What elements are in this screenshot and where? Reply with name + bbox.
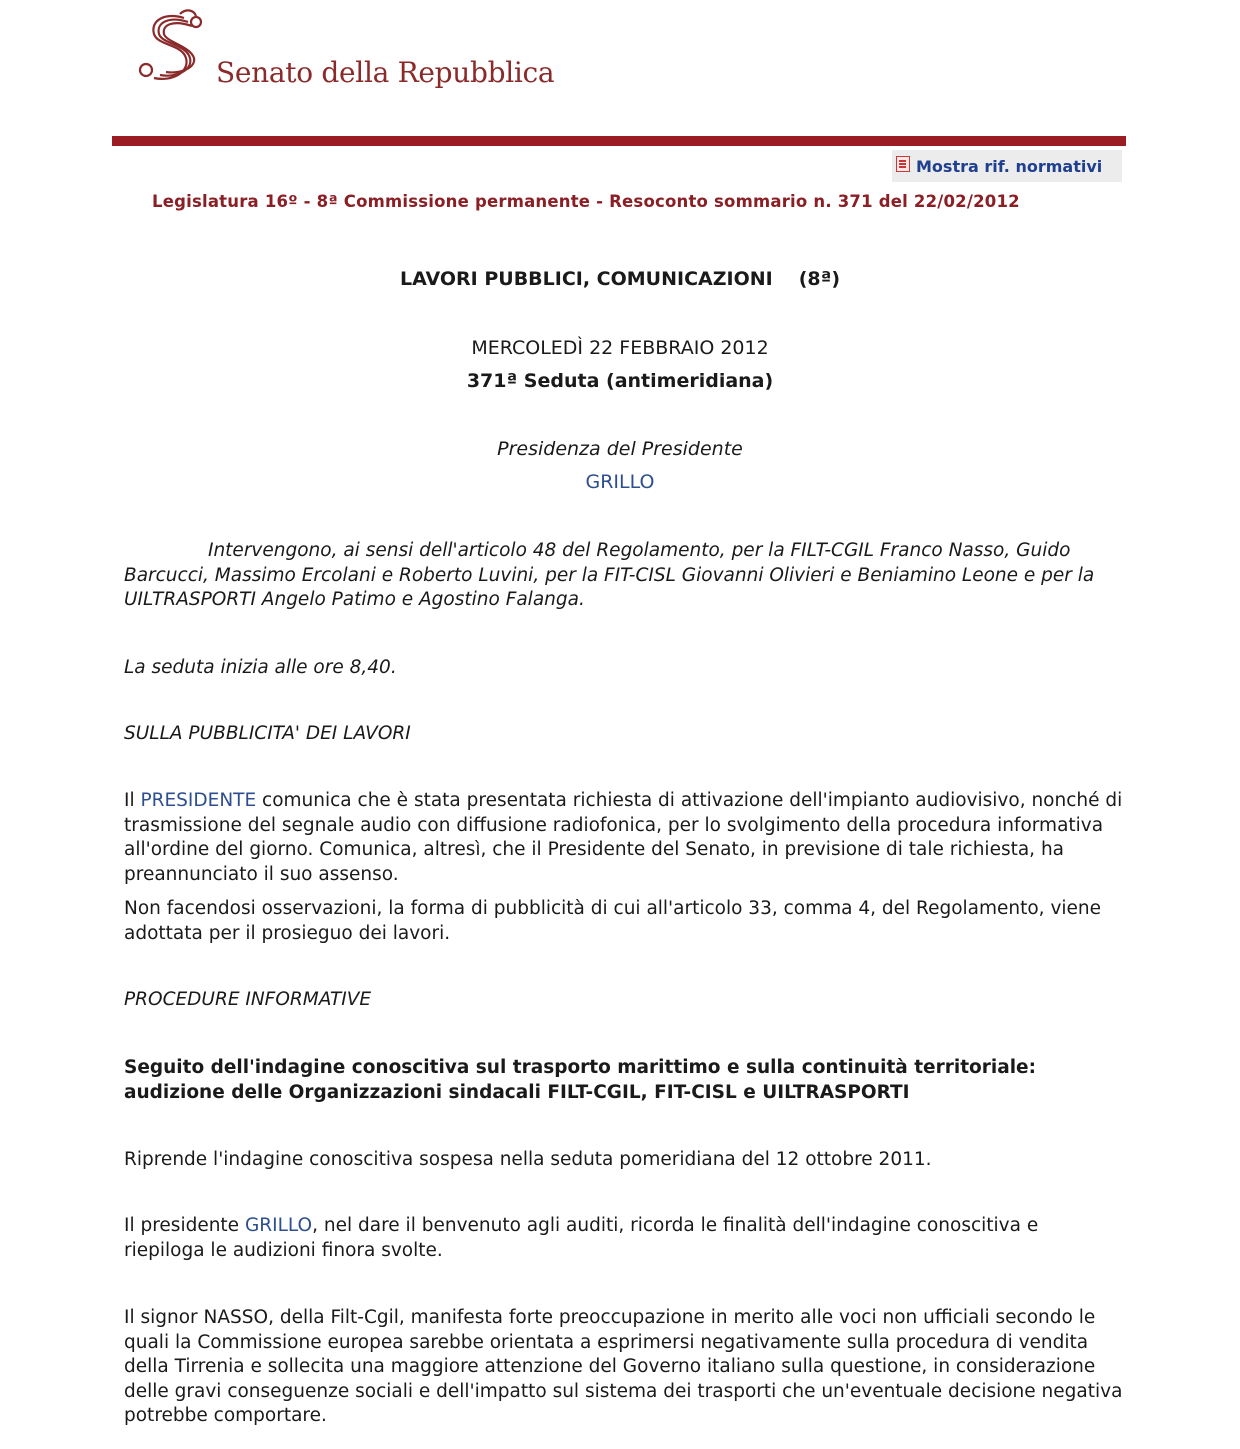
text-fragment: comunica che è stata presentata richiesta di attivazione dell'impianto audiovisivo, nonché di trasmissione del segnale audio con diffusione radiofonica, per lo svolgimento della procedura informativa all'ordine del giorno. Comunica, altresì, che il Presidente del Senato, in previsione di tale richiesta, ha preannunciato il suo assenso. [124, 790, 1123, 885]
senato-logo[interactable] [136, 8, 555, 89]
session-number: 371ª Seduta (antimeridiana) [466, 370, 774, 392]
show-normative-references-button[interactable] [892, 150, 1122, 182]
indagine-title: Seguito dell'indagine conoscitiva sul trasporto marittimo e sulla continuità territoriale: audizione delle Organizzazioni sindacali FILT-CGIL, FIT-CISL e UILTRASPORTI [124, 1057, 1036, 1103]
president-link[interactable]: GRILLO [585, 471, 655, 493]
section-heading-procedure: PROCEDURE INFORMATIVE [124, 989, 372, 1010]
nasso-paragraph: Il signor NASSO, della Filt-Cgil, manifesta forte preoccupazione in merito alle voci non ufficiali secondo le quali la Commissione europea sarebbe orientata a esprimersi negativamente sulla procedura di vendita della Tirrenia e sollecita una maggiore attenzione del Governo italiano sulla questione, in considerazione delle gravi conseguenze sociali e dell'impatto sul sistema dei trasporti che un'eventuale decisione negativa potrebbe comportare. [124, 1307, 1123, 1426]
attendees-paragraph: Intervengono, ai sensi dell'articolo 48 del Regolamento, per la FILT-CGIL Franco Nasso, Guido Barcucci, Massimo Ercolani e Roberto Luvini, per la FIT-CISL Giovanni Olivieri e Beniamino Leone e per la UILTRASPORTI Angelo Patimo e Agostino Falanga. [124, 540, 1095, 610]
text-fragment: Il [124, 790, 141, 811]
text-fragment: , nel dare il benvenuto agli auditi, ricorda le finalità dell'indagine conoscitiva e riepiloga le audizioni finora svolte. [124, 1215, 1039, 1261]
legislatura-breadcrumb: Legislatura 16º - 8ª Commissione permanente - Resoconto sommario n. 371 del 22/02/2012 [152, 192, 1020, 211]
session-start: La seduta inizia alle ore 8,40. [124, 657, 397, 678]
commission-name: LAVORI PUBBLICI, COMUNICAZIONI [399, 268, 773, 290]
logo-text: Senato della Repubblica [216, 56, 555, 89]
president-communication-paragraph [124, 789, 1124, 887]
grillo-link[interactable]: GRILLO [244, 1215, 313, 1236]
text-fragment: Il presidente [124, 1215, 245, 1236]
commission-number: (8ª) [798, 268, 841, 290]
presidenza-label: Presidenza del Presidente [497, 438, 743, 460]
document-icon [896, 156, 910, 172]
presidente-link[interactable]: PRESIDENTE [140, 790, 257, 811]
norm-button-label: Mostra rif. normativi [916, 156, 1103, 176]
commission-title [0, 268, 1240, 290]
section-heading-pubblicita: SULLA PUBBLICITA' DEI LAVORI [124, 723, 411, 744]
header-divider-bar [112, 136, 1126, 146]
senato-s-emblem-icon [136, 8, 216, 88]
resume-paragraph: Riprende l'indagine conoscitiva sospesa nella seduta pomeridiana del 12 ottobre 2011. [124, 1149, 932, 1170]
session-date: MERCOLEDÌ 22 FEBBRAIO 2012 [471, 337, 769, 359]
grillo-welcome-paragraph [124, 1214, 1124, 1263]
publicity-adopted-paragraph: Non facendosi osservazioni, la forma di pubblicità di cui all'articolo 33, comma 4, del Regolamento, viene adottata per il prosieguo dei lavori. [124, 898, 1102, 944]
